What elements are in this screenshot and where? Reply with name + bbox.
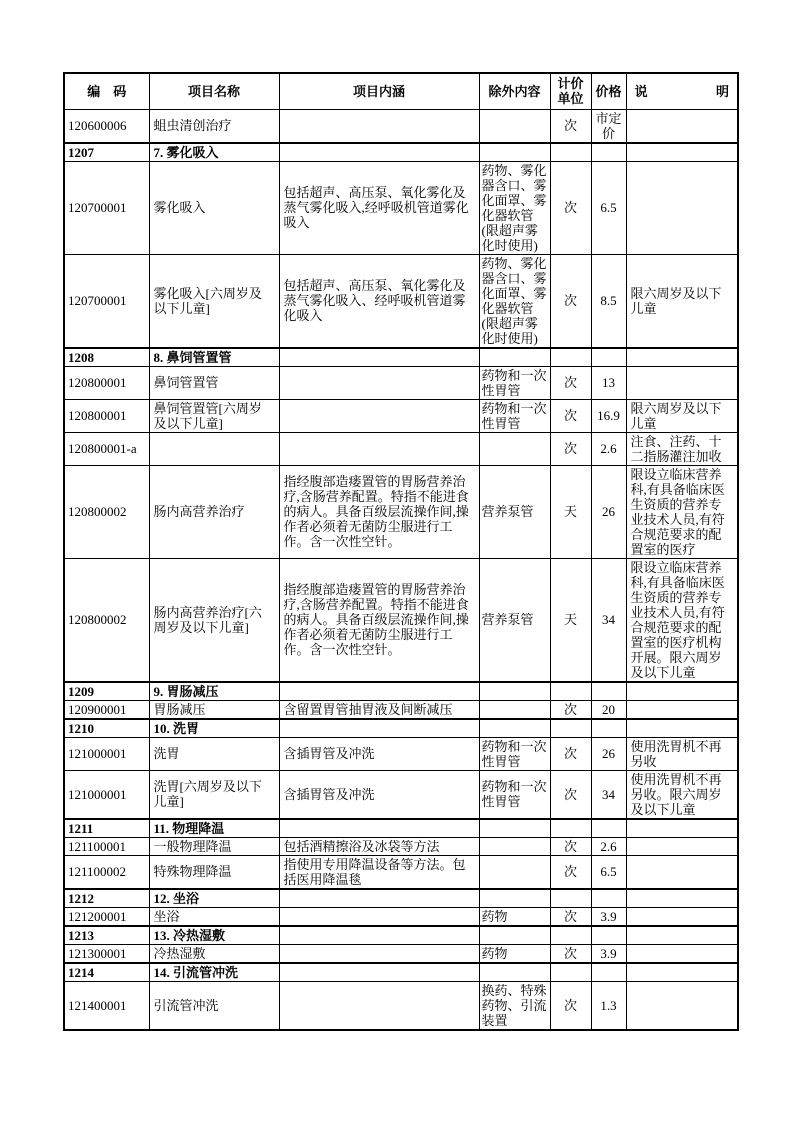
cell-content xyxy=(279,889,479,908)
cell-excluded: 药物和一次性胃管 xyxy=(479,737,550,770)
cell-name: 14. 引流管冲洗 xyxy=(149,963,279,982)
cell-excluded xyxy=(479,837,550,855)
cell-excluded: 换药、特殊药物、引流装置 xyxy=(479,981,550,1030)
cell-note xyxy=(626,161,738,254)
cell-excluded xyxy=(479,700,550,719)
cell-name: 胃肠减压 xyxy=(149,700,279,719)
cell-name: 引流管冲洗 xyxy=(149,981,279,1030)
cell-name: 鼻饲管置管 xyxy=(149,366,279,399)
cell-unit: 次 xyxy=(550,907,591,926)
cell-price xyxy=(591,963,626,982)
cell-price: 20 xyxy=(591,700,626,719)
header-name: 项目名称 xyxy=(149,73,279,109)
section-row xyxy=(64,963,738,982)
cell-price xyxy=(591,926,626,945)
cell-note xyxy=(626,981,738,1030)
cell-code: 121200001 xyxy=(64,907,149,926)
cell-code: 120800002 xyxy=(64,465,149,558)
cell-unit xyxy=(550,348,591,367)
table-row xyxy=(64,465,738,558)
cell-content xyxy=(279,399,479,432)
header-price: 价格 xyxy=(591,73,626,109)
cell-content xyxy=(279,109,479,143)
cell-price: 26 xyxy=(591,737,626,770)
cell-note xyxy=(626,682,738,701)
cell-code: 1211 xyxy=(64,819,149,838)
cell-unit xyxy=(550,682,591,701)
cell-unit: 次 xyxy=(550,981,591,1030)
cell-note xyxy=(626,837,738,855)
cell-excluded xyxy=(479,109,550,143)
cell-unit: 次 xyxy=(550,161,591,254)
cell-excluded: 药物和一次性胃管 xyxy=(479,366,550,399)
table-row xyxy=(64,399,738,432)
cell-price: 6.5 xyxy=(591,855,626,889)
cell-code: 1214 xyxy=(64,963,149,982)
table-row xyxy=(64,837,738,855)
cell-note: 注食、注药、十二指肠灌注加收 xyxy=(626,432,738,465)
cell-unit: 次 xyxy=(550,399,591,432)
cell-content: 包括超声、高压泵、氧化雾化及蒸气雾化吸入、经呼吸机管道雾化吸入 xyxy=(279,254,479,348)
section-row xyxy=(64,719,738,738)
cell-name: 8. 鼻饲管置管 xyxy=(149,348,279,367)
cell-unit: 次 xyxy=(550,432,591,465)
table-row xyxy=(64,432,738,465)
table-row xyxy=(64,254,738,348)
cell-code: 1212 xyxy=(64,889,149,908)
cell-price xyxy=(591,819,626,838)
header-code: 编 码 xyxy=(64,73,149,109)
cell-excluded xyxy=(479,682,550,701)
cell-excluded: 药物 xyxy=(479,907,550,926)
section-row xyxy=(64,143,738,162)
cell-note xyxy=(626,963,738,982)
cell-price xyxy=(591,143,626,162)
cell-note xyxy=(626,819,738,838)
header-unit: 计价单位 xyxy=(550,73,591,109)
cell-excluded xyxy=(479,719,550,738)
cell-content xyxy=(279,719,479,738)
cell-excluded: 药物和一次性胃管 xyxy=(479,399,550,432)
cell-code: 121100002 xyxy=(64,855,149,889)
cell-price xyxy=(591,719,626,738)
cell-code: 121300001 xyxy=(64,944,149,963)
cell-price xyxy=(591,348,626,367)
section-row xyxy=(64,682,738,701)
cell-note xyxy=(626,907,738,926)
cell-code: 1208 xyxy=(64,348,149,367)
cell-content: 含插胃管及冲洗 xyxy=(279,737,479,770)
cell-note: 使用洗胃机不再另收。限六周岁及以下儿童 xyxy=(626,770,738,819)
section-row xyxy=(64,348,738,367)
cell-note: 限六周岁及以下儿童 xyxy=(626,254,738,348)
cell-unit: 次 xyxy=(550,366,591,399)
cell-name: 肠内高营养治疗[六周岁及以下儿童] xyxy=(149,558,279,682)
cell-content: 包括酒精擦浴及冰袋等方法 xyxy=(279,837,479,855)
cell-note xyxy=(626,889,738,908)
cell-name: 肠内高营养治疗 xyxy=(149,465,279,558)
cell-unit xyxy=(550,926,591,945)
cell-code: 120700001 xyxy=(64,161,149,254)
cell-code: 121400001 xyxy=(64,981,149,1030)
header-excluded: 除外内容 xyxy=(479,73,550,109)
table-row xyxy=(64,558,738,682)
cell-unit: 次 xyxy=(550,944,591,963)
cell-unit xyxy=(550,819,591,838)
cell-code: 120700001 xyxy=(64,254,149,348)
table-row xyxy=(64,981,738,1030)
cell-excluded xyxy=(479,819,550,838)
cell-unit: 次 xyxy=(550,700,591,719)
cell-content: 指经腹部造瘘置管的胃肠营养治疗,含肠营养配置。特指不能进食的病人。具备百级层流操作间,操作者必须着无菌防尘服进行工作。含一次性空针。 xyxy=(279,558,479,682)
cell-excluded: 药物和一次性胃管 xyxy=(479,770,550,819)
cell-content xyxy=(279,963,479,982)
cell-content: 含插胃管及冲洗 xyxy=(279,770,479,819)
cell-code: 1210 xyxy=(64,719,149,738)
cell-excluded xyxy=(479,926,550,945)
section-row xyxy=(64,926,738,945)
table-row xyxy=(64,161,738,254)
cell-content xyxy=(279,682,479,701)
cell-content: 指经腹部造瘘置管的胃肠营养治疗,含肠营养配置。特指不能进食的病人。具备百级层流操作间,操作者必须着无菌防尘服进行工作。含一次性空针。 xyxy=(279,465,479,558)
cell-name: 10. 洗胃 xyxy=(149,719,279,738)
cell-price: 13 xyxy=(591,366,626,399)
cell-price xyxy=(591,889,626,908)
cell-excluded xyxy=(479,855,550,889)
cell-name: 12. 坐浴 xyxy=(149,889,279,908)
section-row xyxy=(64,819,738,838)
cell-price: 6.5 xyxy=(591,161,626,254)
cell-name: 特殊物理降温 xyxy=(149,855,279,889)
cell-price xyxy=(591,682,626,701)
cell-note: 限设立临床营养科,有具备临床医生资质的营养专业技术人员,有符合规范要求的配置室的医疗机构开展。限六周岁及以下儿童 xyxy=(626,558,738,682)
cell-note: 使用洗胃机不再另收 xyxy=(626,737,738,770)
table-row xyxy=(64,855,738,889)
cell-name: 冷热湿敷 xyxy=(149,944,279,963)
cell-excluded: 营养泵管 xyxy=(479,465,550,558)
cell-excluded xyxy=(479,889,550,908)
cell-price: 34 xyxy=(591,558,626,682)
cell-name: 7. 雾化吸入 xyxy=(149,143,279,162)
cell-content xyxy=(279,981,479,1030)
cell-content xyxy=(279,432,479,465)
cell-code: 121000001 xyxy=(64,737,149,770)
cell-price: 26 xyxy=(591,465,626,558)
cell-name xyxy=(149,432,279,465)
cell-code: 120800001 xyxy=(64,366,149,399)
cell-unit: 次 xyxy=(550,109,591,143)
cell-unit: 次 xyxy=(550,770,591,819)
cell-note xyxy=(626,109,738,143)
cell-unit xyxy=(550,143,591,162)
cell-name: 鼻饲管置管[六周岁及以下儿童] xyxy=(149,399,279,432)
cell-code: 120800001-a xyxy=(64,432,149,465)
cell-unit: 天 xyxy=(550,558,591,682)
table-row xyxy=(64,944,738,963)
table-row xyxy=(64,770,738,819)
cell-content: 指使用专用降温设备等方法。包括医用降温毯 xyxy=(279,855,479,889)
cell-excluded: 药物、雾化器含口、雾化面罩、雾化器软管(限超声雾化时使用) xyxy=(479,254,550,348)
table-row xyxy=(64,737,738,770)
cell-excluded xyxy=(479,432,550,465)
cell-note xyxy=(626,944,738,963)
cell-price: 2.6 xyxy=(591,837,626,855)
cell-code: 120800001 xyxy=(64,399,149,432)
cell-price: 3.9 xyxy=(591,907,626,926)
cell-code: 121000001 xyxy=(64,770,149,819)
cell-price: 3.9 xyxy=(591,944,626,963)
cell-code: 1207 xyxy=(64,143,149,162)
cell-unit xyxy=(550,963,591,982)
cell-name: 11. 物理降温 xyxy=(149,819,279,838)
cell-note xyxy=(626,700,738,719)
cell-content xyxy=(279,907,479,926)
cell-code: 1213 xyxy=(64,926,149,945)
cell-note xyxy=(626,719,738,738)
cell-unit: 次 xyxy=(550,254,591,348)
cell-content xyxy=(279,819,479,838)
cell-excluded xyxy=(479,348,550,367)
cell-price: 2.6 xyxy=(591,432,626,465)
table-body xyxy=(64,109,738,1030)
cell-name: 洗胃[六周岁及以下儿童] xyxy=(149,770,279,819)
cell-content xyxy=(279,348,479,367)
cell-note: 限六周岁及以下儿童 xyxy=(626,399,738,432)
cell-unit: 次 xyxy=(550,737,591,770)
cell-excluded: 药物、雾化器含口、雾化面罩、雾化器软管(限超声雾化时使用) xyxy=(479,161,550,254)
cell-note xyxy=(626,366,738,399)
cell-code: 120900001 xyxy=(64,700,149,719)
cell-name: 雾化吸入[六周岁及以下儿童] xyxy=(149,254,279,348)
cell-price: 8.5 xyxy=(591,254,626,348)
cell-unit: 天 xyxy=(550,465,591,558)
table-row xyxy=(64,700,738,719)
section-row xyxy=(64,889,738,908)
cell-note xyxy=(626,855,738,889)
cell-content xyxy=(279,143,479,162)
cell-content: 含留置胃管抽胃液及间断减压 xyxy=(279,700,479,719)
cell-price: 34 xyxy=(591,770,626,819)
header-note-right: 明 xyxy=(715,83,729,99)
cell-unit: 次 xyxy=(550,837,591,855)
cell-excluded xyxy=(479,963,550,982)
table-row xyxy=(64,366,738,399)
cell-name: 蛆虫清创治疗 xyxy=(149,109,279,143)
cell-name: 洗胃 xyxy=(149,737,279,770)
cell-note xyxy=(626,143,738,162)
cell-content xyxy=(279,926,479,945)
cell-note xyxy=(626,465,738,558)
cell-excluded: 药物 xyxy=(479,944,550,963)
cell-code: 121100001 xyxy=(64,837,149,855)
header-note xyxy=(626,73,738,109)
cell-note xyxy=(626,926,738,945)
cell-unit xyxy=(550,719,591,738)
clipped-note-text: 限设立临床营养科,有具备临床医生资质的营养专业技术人员,有符合规范要求的配置室的医疗 xyxy=(630,466,725,557)
cell-name: 9. 胃肠减压 xyxy=(149,682,279,701)
cell-unit: 次 xyxy=(550,855,591,889)
cell-note xyxy=(626,348,738,367)
cell-excluded xyxy=(479,143,550,162)
cell-content: 包括超声、高压泵、氧化雾化及蒸气雾化吸入,经呼吸机管道雾化吸入 xyxy=(279,161,479,254)
header-content: 项目内涵 xyxy=(279,73,479,109)
cell-code: 120800002 xyxy=(64,558,149,682)
table-row xyxy=(64,109,738,143)
table-header-row xyxy=(64,73,738,109)
table-row xyxy=(64,907,738,926)
cell-unit xyxy=(550,889,591,908)
cell-price: 16.9 xyxy=(591,399,626,432)
cell-content xyxy=(279,944,479,963)
cell-name: 坐浴 xyxy=(149,907,279,926)
cell-code: 1209 xyxy=(64,682,149,701)
price-table xyxy=(63,72,739,1031)
cell-price: 1.3 xyxy=(591,981,626,1030)
header-note-left: 说 xyxy=(634,83,648,99)
cell-code: 120600006 xyxy=(64,109,149,143)
cell-name: 13. 冷热湿敷 xyxy=(149,926,279,945)
cell-excluded: 营养泵管 xyxy=(479,558,550,682)
cell-content xyxy=(279,366,479,399)
cell-price: 市定价 xyxy=(591,109,626,143)
cell-name: 一般物理降温 xyxy=(149,837,279,855)
cell-name: 雾化吸入 xyxy=(149,161,279,254)
